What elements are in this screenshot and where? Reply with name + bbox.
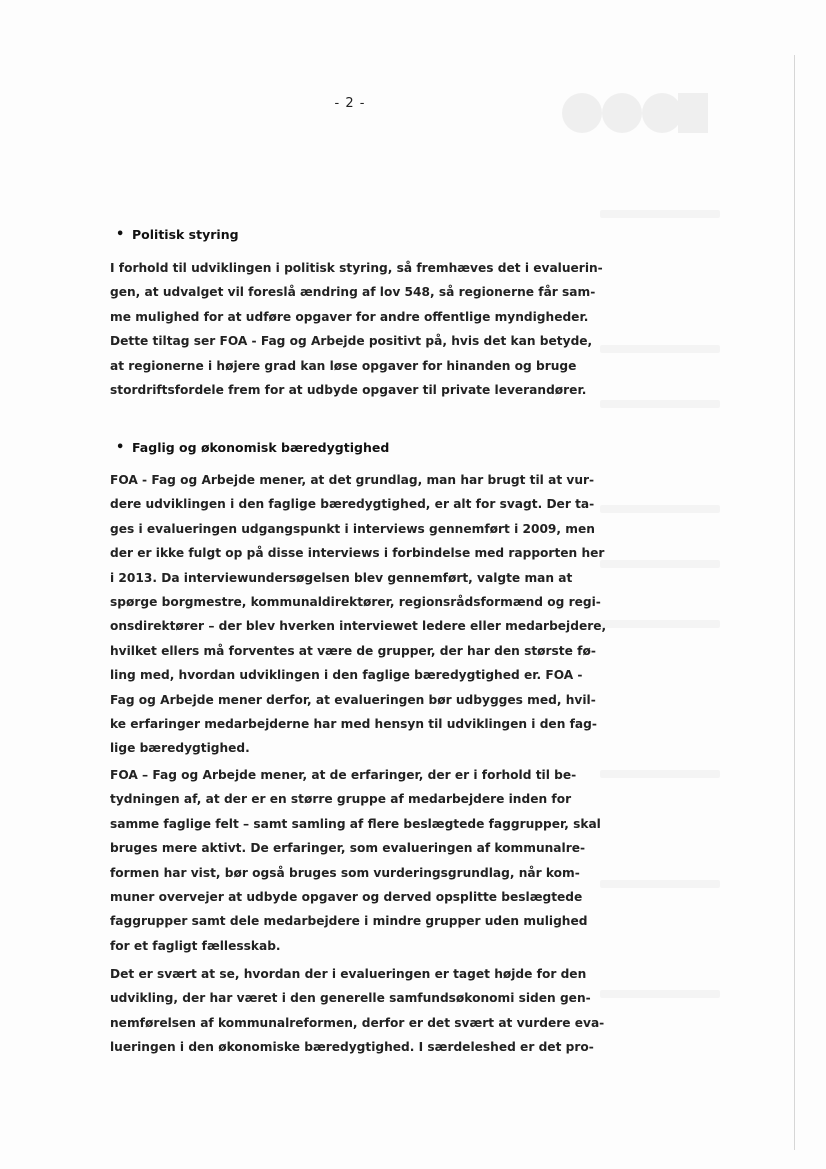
text-line: der er ikke fulgt op på disse interviews i forbindelse med rapporten her xyxy=(110,546,605,561)
text-line: tydningen af, at der er en større gruppe af medarbejdere inden for xyxy=(110,792,572,807)
text-line: bruges mere aktivt. De erfaringer, som evalueringen af kommunalre- xyxy=(110,841,586,856)
bleed-through-mark xyxy=(600,400,720,408)
section-heading-faglig-okonomisk xyxy=(116,439,390,457)
text-line: hvilket ellers må forventes at være de grupper, der har den største fø- xyxy=(110,643,596,658)
text-line: i 2013. Da interviewundersøgelsen blev gennemført, valgte man at xyxy=(110,570,573,585)
paragraph xyxy=(110,256,603,402)
bleed-through-mark xyxy=(600,345,720,353)
text-line: udvikling, der har været i den generelle samfundsøkonomi siden gen- xyxy=(110,991,591,1006)
text-line: muner overvejer at udbyde opgaver og derved opsplitte beslægtede xyxy=(110,889,583,904)
text-line: dere udviklingen i den faglige bæredygtighed, er alt for svagt. Der ta- xyxy=(110,497,595,512)
bleed-through-mark xyxy=(600,770,720,778)
bleed-through-mark xyxy=(600,210,720,218)
bleed-through-mark xyxy=(600,620,720,628)
bullet-icon: • xyxy=(116,440,125,455)
text-line: onsdirektører – der blev hverken interviewet ledere eller medarbejdere, xyxy=(110,619,607,634)
section-heading-text: Faglig og økonomisk bæredygtighed xyxy=(132,440,390,455)
paragraph xyxy=(110,962,605,1060)
text-line: for et fagligt fællesskab. xyxy=(110,938,281,953)
paragraph xyxy=(110,468,607,761)
text-line: Det er svært at se, hvordan der i evalueringen er taget højde for den xyxy=(110,967,587,981)
bleed-through-mark xyxy=(600,505,720,513)
text-line: FOA - Fag og Arbejde mener, at det grundlag, man har brugt til at vur- xyxy=(110,473,595,487)
text-line: lueringen i den økonomiske bæredygtighed. I særdeleshed er det pro- xyxy=(110,1040,594,1055)
text-line: lige bæredygtighed. xyxy=(110,741,250,756)
text-line: me mulighed for at udføre opgaver for andre offentlige myndigheder. xyxy=(110,309,589,324)
text-line: samme faglige felt – samt samling af flere beslægtede faggrupper, skal xyxy=(110,816,601,831)
text-line: at regionerne i højere grad kan løse opgaver for hinanden og bruge xyxy=(110,358,577,373)
text-line: nemførelsen af kommunalreformen, derfor er det svært at vurdere eva- xyxy=(110,1015,605,1030)
text-line: ling med, hvordan udviklingen i den faglige bæredygtighed er. FOA - xyxy=(110,668,583,683)
section-heading-text: Politisk styring xyxy=(132,227,239,242)
text-line: I forhold til udviklingen i politisk styring, så fremhæves det i evaluerin- xyxy=(110,261,603,275)
bleed-through-mark xyxy=(600,880,720,888)
text-line: stordriftsfordele frem for at udbyde opgaver til private leverandører. xyxy=(110,382,587,397)
text-line: formen har vist, bør også bruges som vurderingsgrundlag, når kom- xyxy=(110,865,580,880)
text-line: Dette tiltag ser FOA - Fag og Arbejde positivt på, hvis det kan betyde, xyxy=(110,334,593,349)
text-line: gen, at udvalget vil foreslå ændring af lov 548, så regionerne får sam- xyxy=(110,285,596,300)
page-number: - 2 - xyxy=(334,96,366,111)
text-line: faggrupper samt dele medarbejdere i mindre grupper uden mulighed xyxy=(110,914,588,929)
section-heading-politisk-styring xyxy=(116,226,239,244)
paragraph xyxy=(110,763,601,958)
text-line: FOA – Fag og Arbejde mener, at de erfaringer, der er i forhold til be- xyxy=(110,768,577,782)
bleed-through-mark xyxy=(600,560,720,568)
page-edge-line xyxy=(794,55,795,1150)
bleed-through-mark xyxy=(600,990,720,998)
text-line: ges i evalueringen udgangspunkt i interviews gennemført i 2009, men xyxy=(110,521,595,536)
text-line: ke erfaringer medarbejderne har med hensyn til udviklingen i den fag- xyxy=(110,716,597,731)
text-line: spørge borgmestre, kommunaldirektører, regionsrådsformænd og regi- xyxy=(110,594,601,609)
text-line: Fag og Arbejde mener derfor, at evalueringen bør udbygges med, hvil- xyxy=(110,692,596,707)
bullet-icon: • xyxy=(116,227,125,242)
